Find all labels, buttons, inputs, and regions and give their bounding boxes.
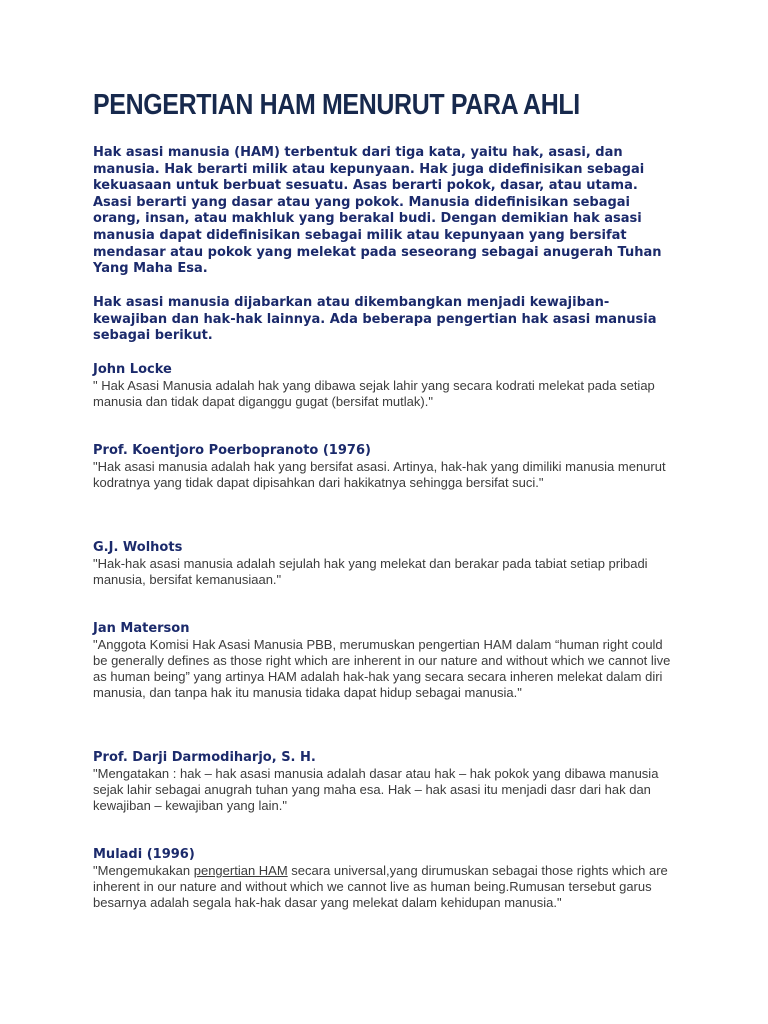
entry-quote: " Hak Asasi Manusia adalah hak yang dibawa sejak lahir yang secara kodrati melekat pada setiap manusia dan tidak dapat diganggu gugat (bersifat mutlak)." (93, 378, 655, 409)
entry-darmodiharjo (93, 750, 678, 814)
entry-quote: "Hak asasi manusia adalah hak yang bersifat asasi. Artinya, hak-hak yang dimiliki manusia menurut kodratnya yang tidak dapat dipisahkan dari hakikatnya sehingga bersifat suci." (93, 459, 666, 490)
entry-quote: "Hak-hak asasi manusia adalah sejulah hak yang melekat dan berakar pada tabiat setiap pribadi manusia, bersifat kemanusiaan." (93, 556, 648, 587)
pengertian-ham-link[interactable]: pengertian HAM (193, 863, 288, 878)
entry-muladi (93, 847, 678, 911)
entry-materson (93, 621, 678, 701)
entry-name: Prof. Darji Darmodiharjo, S. H. (93, 750, 316, 765)
entry-koentjoro (93, 443, 678, 491)
entry-name: Prof. Koentjoro Poerbopranoto (1976) (93, 443, 371, 458)
entry-name: G.J. Wolhots (93, 540, 183, 555)
entry-name: Muladi (1996) (93, 847, 195, 862)
quote-text-before: "Mengemukakan (93, 863, 194, 878)
page-title: PENGERTIAN HAM MENURUT PARA AHLI (93, 89, 580, 121)
intro-paragraph-1: Hak asasi manusia (HAM) terbentuk dari tiga kata, yaitu hak, asasi, dan manusia. Hak berarti milik atau kepunyaan. Hak juga didefinisikan sebagai kekuasaan untuk berbuat sesuatu. Asas berarti pokok, dasar, atau utama. Asasi berarti yang dasar atau yang pokok. Manusia didefinisikan sebagai orang, insan, atau makhluk yang berakal budi. Dengan demikian hak asasi manusia dapat didefinisikan sebagai milik atau kepunyaan yang bersifat mendasar atau pokok yang melekat pada seseorang sebagai anugerah Tuhan Yang Maha Esa. (93, 145, 662, 277)
entry-name: Jan Materson (93, 621, 190, 636)
entry-quote: "Mengatakan : hak – hak asasi manusia adalah dasar atau hak – hak pokok yang dibawa manusia sejak lahir sebagai anugrah tuhan yang maha esa. Hak – hak asasi itu menjadi dasr dari hak dan kewajiban – kewajiban yang lain." (93, 766, 659, 813)
entry-wolhots (93, 540, 678, 588)
entry-quote: "Anggota Komisi Hak Asasi Manusia PBB, merumuskan pengertian HAM dalam “human right could be generally defines as those right which are inherent in our nature and without which we cannot live as human being” yang artinya HAM adalah hak-hak yang secara secara inheren melekat dalam diri manusia, dan tanpa hak itu manusia tidaka dapat hidup sebagai manusia." (93, 637, 671, 700)
entry-john-locke (93, 362, 678, 410)
quote-text-after: secara universal,yang dirumuskan sebagai those rights which are inherent in our nature and without which we cannot live as human being.Rumusan tersebut garus besarnya adalah segala hak-hak dasar yang melekat dalam kehidupan manusia." (93, 863, 668, 910)
intro-paragraph-2: Hak asasi manusia dijabarkan atau dikembangkan menjadi kewajiban-kewajiban dan hak-hak lainnya. Ada beberapa pengertian hak asasi manusia sebagai berikut. (93, 295, 657, 344)
entry-name: John Locke (93, 362, 172, 377)
entry-quote (93, 863, 678, 911)
